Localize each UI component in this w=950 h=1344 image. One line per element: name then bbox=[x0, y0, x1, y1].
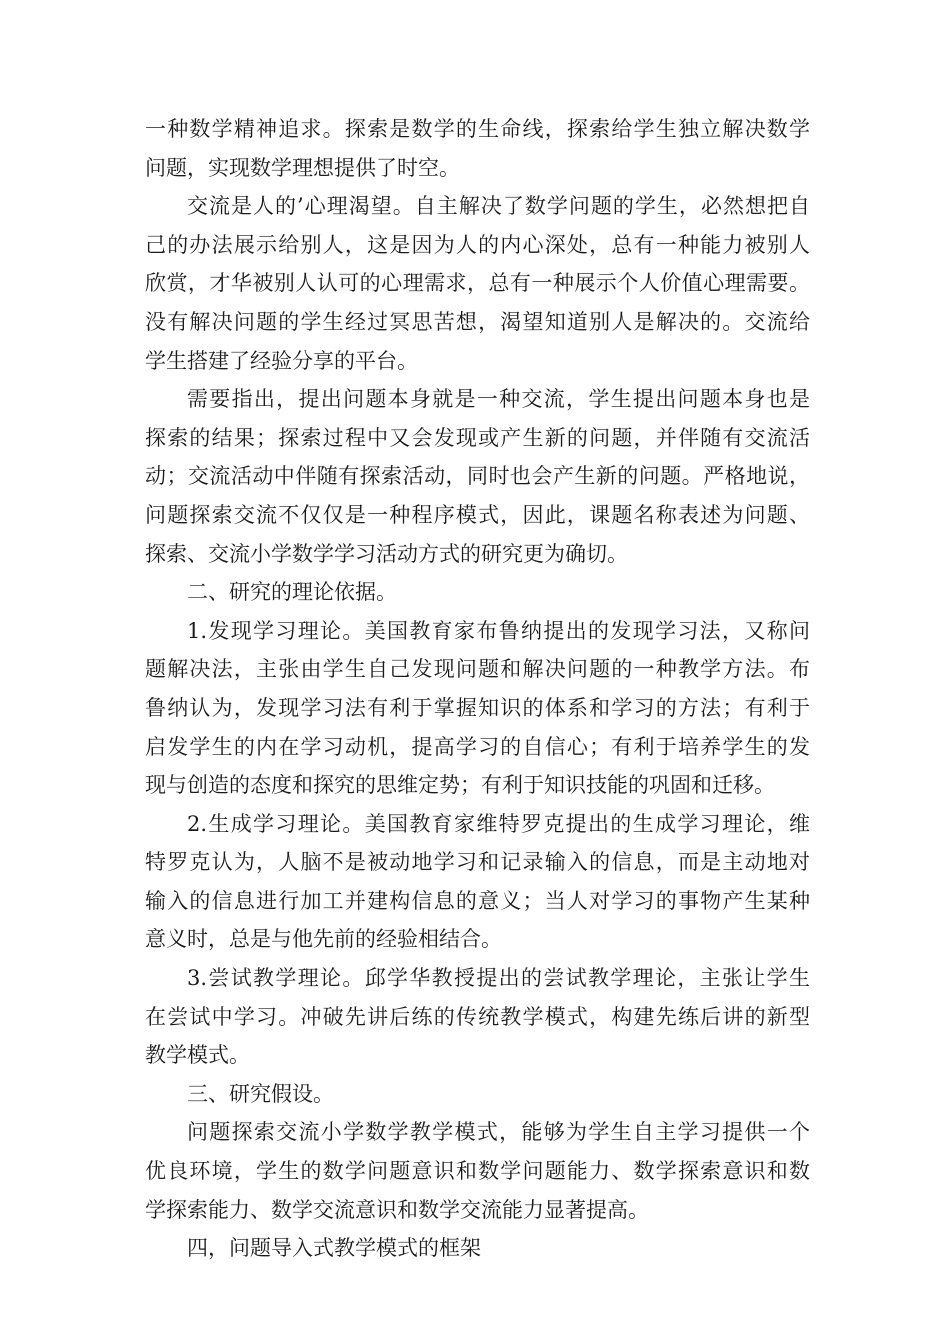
text-line: 问题，实现数学理想提供了时空。 bbox=[145, 155, 460, 180]
text-line: 动；交流活动中伴随有探索活动，同时也会产生新的问题。严格地说， bbox=[145, 464, 810, 489]
text-line: 题解决法，主张由学生自己发现问题和解决问题的一种教学方法。布 bbox=[145, 657, 810, 682]
text-line: 四，问题导入式教学模式的框架 bbox=[187, 1236, 481, 1261]
text-line: 欣赏，才华被别人认可的心理需求，总有一种展示个人价值心理需要。 bbox=[145, 271, 810, 296]
text-line: 需要指出，提出问题本身就是一种交流，学生提出问题本身也是 bbox=[187, 387, 810, 412]
document-page bbox=[145, 110, 810, 1268]
text-line: 学生搭建了经验分享的平台。 bbox=[145, 348, 418, 373]
text-line: 现与创造的态度和探究的思维定势；有利于知识技能的巩固和迁移。 bbox=[145, 773, 775, 798]
text-line: 鲁纳认为，发现学习法有利于掌握知识的体系和学习的方法；有利于 bbox=[145, 695, 810, 720]
text-line: 意义时，总是与他先前的经验相结合。 bbox=[145, 927, 502, 952]
text-line: 在尝试中学习。冲破先讲后练的传统教学模式，构建先练后讲的新型 bbox=[145, 1004, 810, 1029]
text-line: 问题探索交流不仅仅是一种程序模式，因此，课题名称表述为问题、 bbox=[145, 502, 810, 527]
text-line: 探索的结果；探索过程中又会发现或产生新的问题，并伴随有交流活 bbox=[145, 425, 810, 450]
text-line: 2.生成学习理论。美国教育家维特罗克提出的生成学习理论，维 bbox=[187, 811, 810, 836]
text-line: 交流是人的’心理渴望。自主解决了数学问题的学生，必然想把自 bbox=[187, 194, 810, 219]
text-line: 3.尝试教学理论。邱学华教授提出的尝试教学理论，主张让学生 bbox=[187, 966, 810, 991]
text-line: 优良环境，学生的数学问题意识和数学问题能力、数学探索意识和数 bbox=[145, 1159, 810, 1184]
text-line: 问题探索交流小学数学教学模式，能够为学生自主学习提供一个 bbox=[187, 1120, 810, 1145]
text-line: 特罗克认为，人脑不是被动地学习和记录输入的信息，而是主动地对 bbox=[145, 850, 810, 875]
text-line: 二、研究的理论依据。 bbox=[187, 580, 397, 605]
text-line: 没有解决问题的学生经过冥思苦想，渴望知道别人是解决的。交流给 bbox=[145, 309, 810, 334]
text-line: 己的办法展示给别人，这是因为人的内心深处，总有一种能力被别人 bbox=[145, 232, 810, 257]
text-line: 教学模式。 bbox=[145, 1043, 250, 1068]
text-line: 三、研究假设。 bbox=[187, 1081, 334, 1106]
text-line: 输入的信息进行加工并建构信息的意义；当人对学习的事物产生某种 bbox=[145, 888, 810, 913]
text-line: 一种数学精神追求。探索是数学的生命线，探索给学生独立解决数学 bbox=[145, 117, 810, 141]
text-line: 启发学生的内在学习动机，提高学习的自信心；有利于培养学生的发 bbox=[145, 734, 810, 759]
text-line: 探索、交流小学数学学习活动方式的研究更为确切。 bbox=[145, 541, 628, 566]
text-line: 学探索能力、数学交流意识和数学交流能力显著提高。 bbox=[145, 1197, 649, 1222]
text-line: 1.发现学习理论。美国教育家布鲁纳提出的发现学习法，又称问 bbox=[187, 618, 810, 643]
